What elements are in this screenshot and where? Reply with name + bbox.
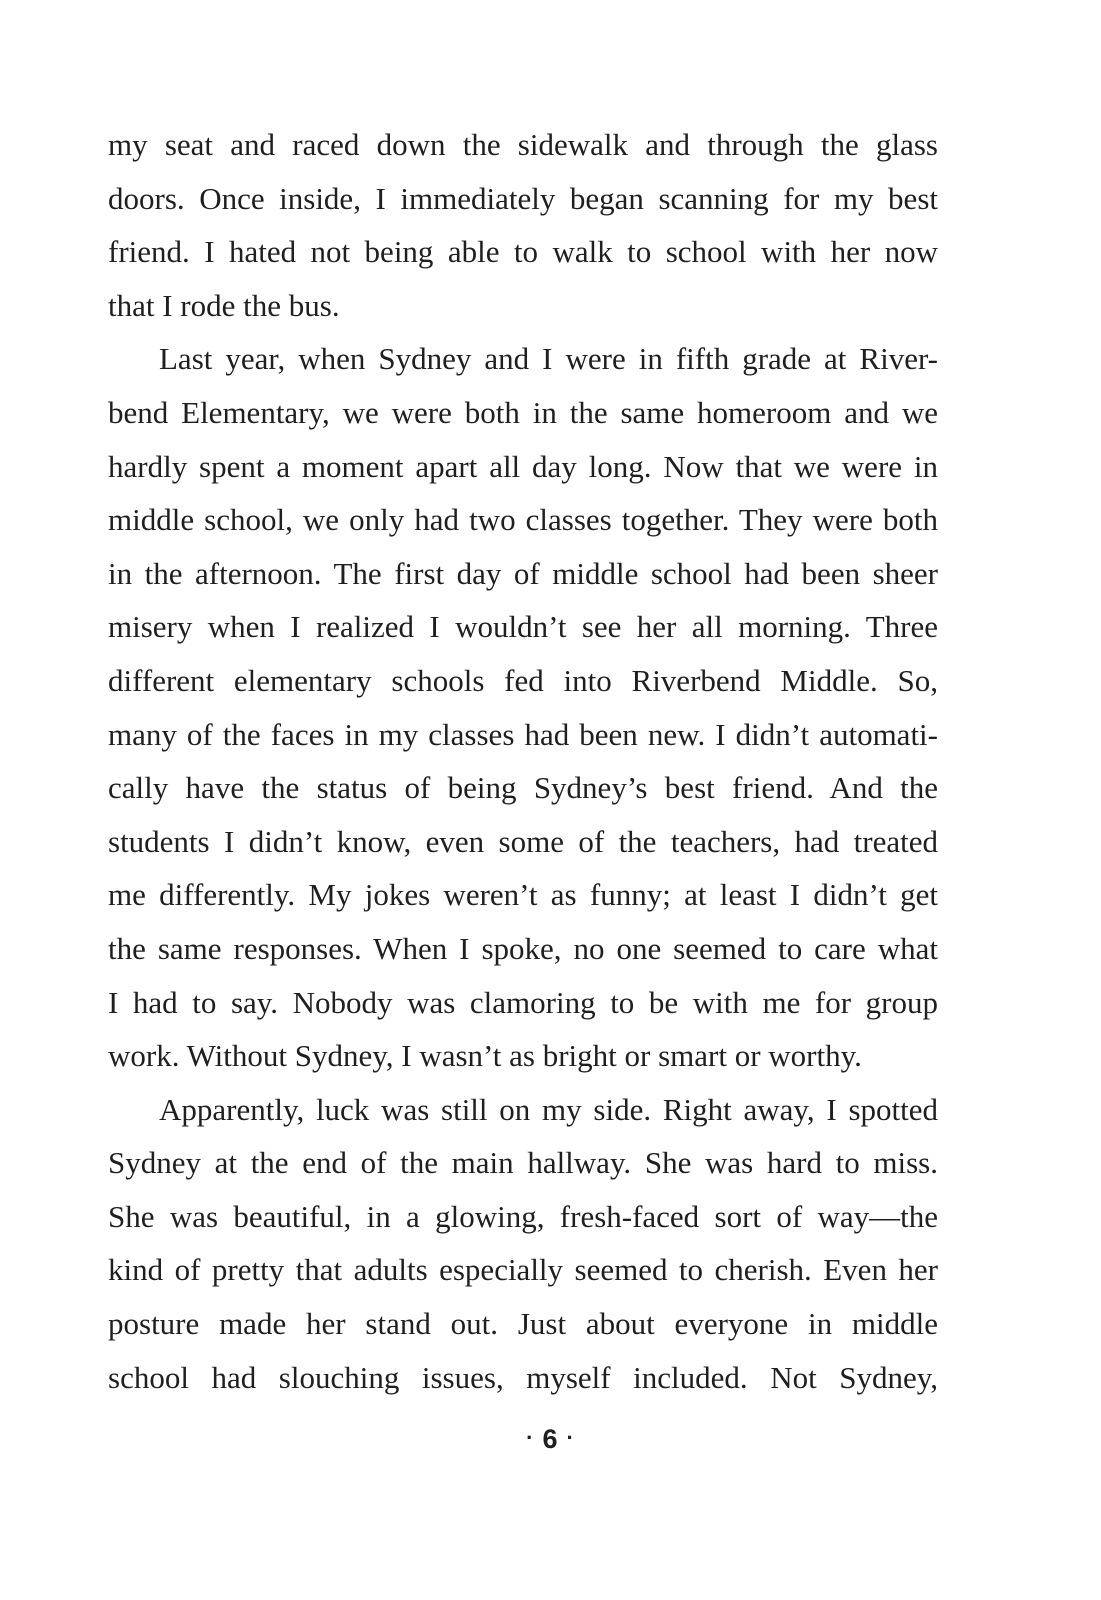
text-line: the same responses. When I spoke, no one seemed to care what [108, 930, 938, 966]
body-text [108, 118, 938, 1404]
page-number-value: 6 [542, 1424, 559, 1454]
text-line: me differently. My jokes weren’t as funny; at least I didn’t get [108, 877, 938, 913]
text-line: She was beautiful, in a glowing, fresh-faced sort of way—the [108, 1198, 938, 1234]
text-line: friend. I hated not being able to walk to school with her now [108, 234, 938, 270]
text-line: I had to say. Nobody was clamoring to be with me for group [108, 984, 938, 1020]
text-line: cally have the status of being Sydney’s best friend. And the [108, 770, 938, 806]
text-line: in the afternoon. The first day of middle school had been sheer [108, 555, 938, 591]
text-line: hardly spent a moment apart all day long. Now that we were in [108, 448, 938, 484]
text-line: students I didn’t know, even some of the teachers, had treated [108, 823, 938, 859]
text-line: doors. Once inside, I immediately began scanning for my best [108, 180, 938, 216]
text-line: Sydney at the end of the main hallway. She was hard to miss. [108, 1145, 938, 1181]
folio-dot-left: · [526, 1424, 535, 1450]
text-line: that I rode the bus. [108, 287, 340, 323]
folio-dot-right: · [566, 1424, 575, 1450]
text-line: middle school, we only had two classes together. They were both [108, 502, 938, 538]
text-line: misery when I realized I wouldn’t see her all morning. Three [108, 609, 938, 645]
text-line: many of the faces in my classes had been new. I didn’t automati- [108, 716, 938, 752]
text-line: school had slouching issues, myself included. Not Sydney, [108, 1359, 938, 1395]
text-line: Apparently, luck was still on my side. Right away, I spotted [159, 1091, 938, 1127]
text-line: bend Elementary, we were both in the same homeroom and we [108, 394, 938, 430]
text-line: work. Without Sydney, I wasn’t as bright or smart or worthy. [108, 1038, 862, 1074]
text-line: posture made her stand out. Just about everyone in middle [108, 1306, 938, 1342]
text-line: my seat and raced down the sidewalk and through the glass [108, 127, 938, 162]
text-line: kind of pretty that adults especially seemed to cherish. Even her [108, 1252, 938, 1288]
text-line: different elementary schools fed into Riverbend Middle. So, [108, 662, 938, 698]
page-number [0, 1424, 1101, 1455]
text-line: Last year, when Sydney and I were in fifth grade at River- [159, 341, 938, 377]
